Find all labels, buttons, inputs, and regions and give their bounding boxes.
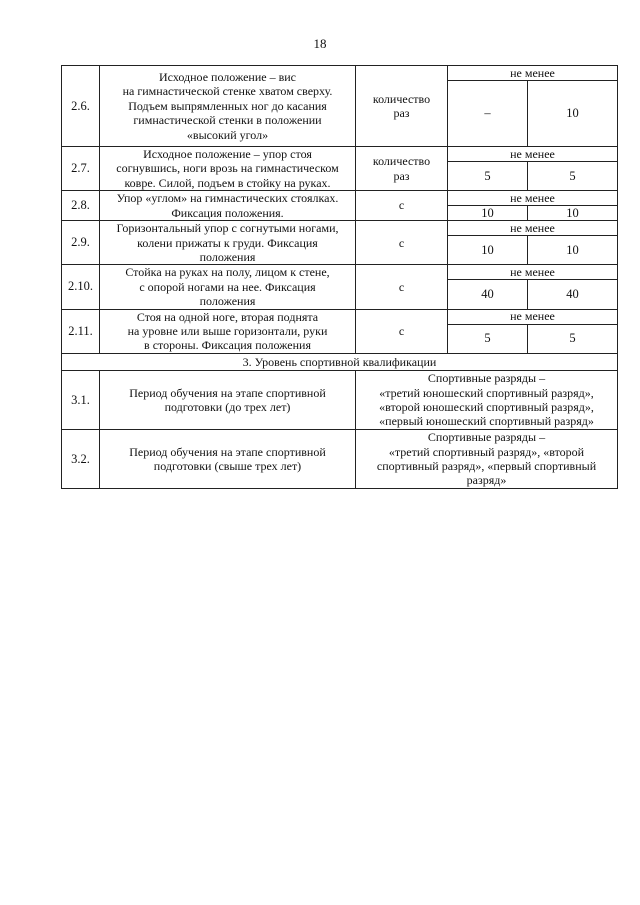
- norm-header: не менее: [448, 66, 618, 81]
- row-number: 3.2.: [62, 430, 100, 489]
- exercise-description: Горизонтальный упор с согнутыми ногами, колени прижаты к груди. Фиксация положения: [100, 221, 356, 265]
- unit-cell: с: [356, 221, 448, 265]
- norms-table: [61, 65, 618, 489]
- norm-value: 5: [528, 324, 618, 353]
- table-row: [62, 66, 618, 81]
- exercise-description: Стойка на руках на полу, лицом к стене, с опорой ногами на нее. Фиксация положения: [100, 265, 356, 309]
- qualification-requirement: Спортивные разряды – «третий спортивный разряд», «второй спортивный разряд», «первый спортивный разряд»: [356, 430, 618, 489]
- row-number: 2.11.: [62, 309, 100, 353]
- exercise-description: Исходное положение – упор стоя согнувшись, ноги врозь на гимнастическом ковре. Силой, подъем в стойку на руках.: [100, 147, 356, 191]
- norm-value: 5: [448, 324, 528, 353]
- unit-cell: с: [356, 309, 448, 353]
- exercise-description: Исходное положение – вис на гимнастической стенке хватом сверху. Подъем выпрямленных ног до касания гимнастической стенки в положении «высокий угол»: [100, 66, 356, 147]
- table-row: [62, 265, 618, 280]
- unit-cell: количество раз: [356, 66, 448, 147]
- table-row: [62, 309, 618, 324]
- row-number: 2.9.: [62, 221, 100, 265]
- section-title: 3. Уровень спортивной квалификации: [62, 353, 618, 370]
- unit-cell: количество раз: [356, 147, 448, 191]
- norm-value: 5: [528, 162, 618, 191]
- row-number: 3.1.: [62, 371, 100, 430]
- unit-cell: с: [356, 191, 448, 221]
- exercise-description: Стоя на одной ноге, вторая поднята на уровне или выше горизонтали, руки в стороны. Фиксация положения: [100, 309, 356, 353]
- norm-value: 40: [528, 280, 618, 309]
- norm-header: не менее: [448, 265, 618, 280]
- section-header-row: [62, 353, 618, 370]
- norm-value: 10: [448, 236, 528, 265]
- table-row: [62, 191, 618, 206]
- qualification-period: Период обучения на этапе спортивной подготовки (до трех лет): [100, 371, 356, 430]
- norm-value: 5: [448, 162, 528, 191]
- qualification-period: Период обучения на этапе спортивной подготовки (свыше трех лет): [100, 430, 356, 489]
- table-row: [62, 430, 618, 489]
- norm-header: не менее: [448, 191, 618, 206]
- page-number: 18: [313, 36, 327, 51]
- row-number: 2.10.: [62, 265, 100, 309]
- norm-value: 10: [528, 206, 618, 221]
- unit-cell: с: [356, 265, 448, 309]
- qualification-requirement: Спортивные разряды – «третий юношеский спортивный разряд», «второй юношеский спортивный разряд», «первый юношеский спортивный разряд»: [356, 371, 618, 430]
- norm-value: 40: [448, 280, 528, 309]
- row-number: 2.8.: [62, 191, 100, 221]
- norm-header: не менее: [448, 147, 618, 162]
- norm-value: 10: [448, 206, 528, 221]
- row-number: 2.6.: [62, 66, 100, 147]
- table-row: [62, 221, 618, 236]
- norm-value: 10: [528, 81, 618, 147]
- norm-header: не менее: [448, 221, 618, 236]
- norm-value: 10: [528, 236, 618, 265]
- norm-value: –: [448, 81, 528, 147]
- norm-header: не менее: [448, 309, 618, 324]
- exercise-description: Упор «углом» на гимнастических стоялках. Фиксация положения.: [100, 191, 356, 221]
- row-number: 2.7.: [62, 147, 100, 191]
- table-row: [62, 371, 618, 430]
- table-row: [62, 147, 618, 162]
